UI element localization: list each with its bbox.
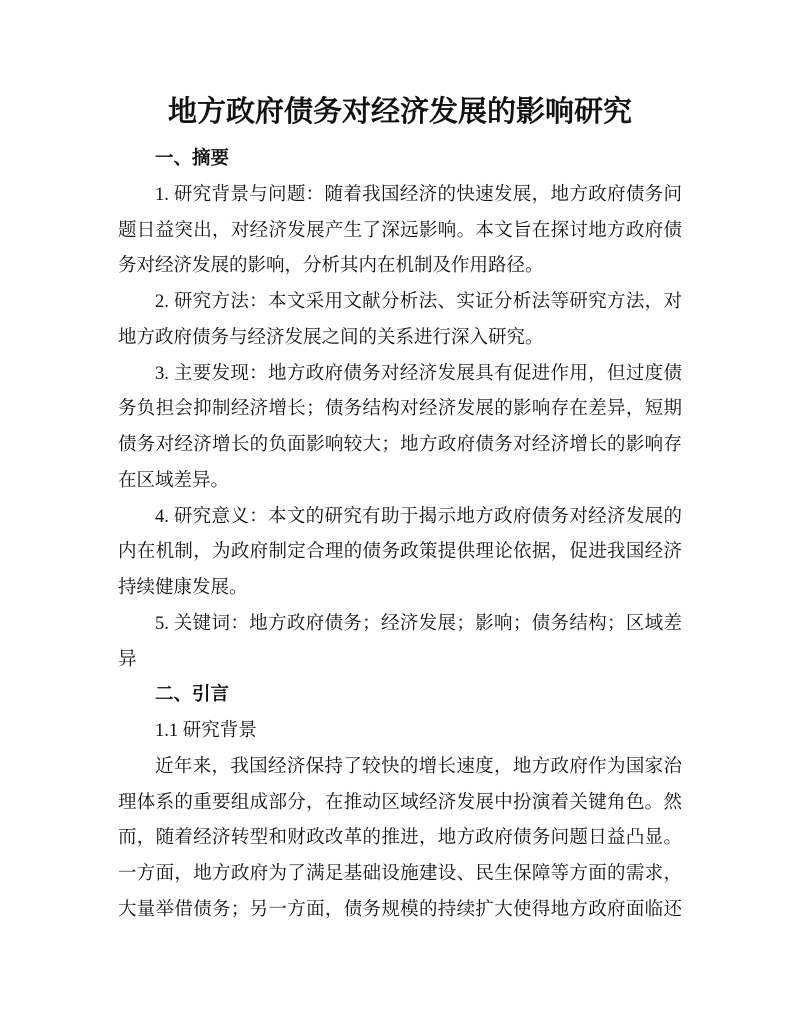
abstract-item-4-line-3: 持续健康发展。 <box>118 578 248 598</box>
abstract-item-3-line-2: 务负担会抑制经济增长；债务结构对经济发展的影响存在差异，短期 <box>118 399 682 420</box>
research-background-heading: 1.1 研究背景 <box>155 721 257 741</box>
abstract-item-3-line-4: 在区域差异。 <box>118 470 230 491</box>
abstract-item-1-line-1: 1. 研究背景与问题：随着我国经济的快速发展，地方政府债务问 <box>155 184 682 205</box>
introduction-section <box>118 678 682 928</box>
abstract-heading: 一、摘要 <box>155 149 230 169</box>
abstract-item-3-line-3: 债务对经济增长的负面影响较大；地方政府债务对经济增长的影响存 <box>118 435 682 455</box>
abstract-item-5-keywords <box>118 607 682 679</box>
abstract-item-1-line-3: 务对经济发展的影响，分析其内在机制及作用路径。 <box>118 256 544 277</box>
research-background-paragraph <box>118 750 682 929</box>
abstract-item-2-line-1: 2. 研究方法：本文采用文献分析法、实证分析法等研究方法，对 <box>155 292 682 312</box>
abstract-item-4 <box>118 500 682 607</box>
abstract-item-4-line-2: 内在机制，为政府制定合理的债务政策提供理论依据，促进我国经济 <box>118 542 682 563</box>
research-background-line-5: 大量举借债务；另一方面，债务规模的持续扩大使得地方政府面临还 <box>118 899 682 920</box>
abstract-item-2-line-2: 地方政府债务与经济发展之间的关系进行深入研究。 <box>118 327 544 348</box>
research-background-line-4: 一方面，地方政府为了满足基础设施建设、民生保障等方面的需求， <box>118 864 682 884</box>
abstract-section <box>118 142 682 678</box>
abstract-item-1-line-2: 题日益突出，对经济发展产生了深远影响。本文旨在探讨地方政府债 <box>118 220 682 241</box>
abstract-item-1 <box>118 178 682 285</box>
introduction-heading: 二、引言 <box>155 685 230 706</box>
abstract-item-2 <box>118 285 682 357</box>
document-title: 地方政府债务对经济发展的影响研究 <box>167 96 632 128</box>
abstract-item-5-line-2: 异 <box>118 649 137 670</box>
abstract-item-4-line-1: 4. 研究意义：本文的研究有助于揭示地方政府债务对经济发展的 <box>155 506 682 527</box>
research-background-line-3: 而，随着经济转型和财政改革的推进，地方政府债务问题日益凸显。 <box>118 828 682 849</box>
abstract-item-3-line-1: 3. 主要发现：地方政府债务对经济发展具有促进作用，但过度债 <box>155 363 682 384</box>
abstract-item-3 <box>118 357 682 500</box>
research-background-line-1: 近年来，我国经济保持了较快的增长速度，地方政府作为国家治 <box>155 756 682 777</box>
research-background-line-2: 理体系的重要组成部分，在推动区域经济发展中扮演着关键角色。然 <box>118 792 682 813</box>
abstract-item-5-line-1: 5. 关键词：地方政府债务；经济发展；影响；债务结构；区域差 <box>155 613 682 634</box>
